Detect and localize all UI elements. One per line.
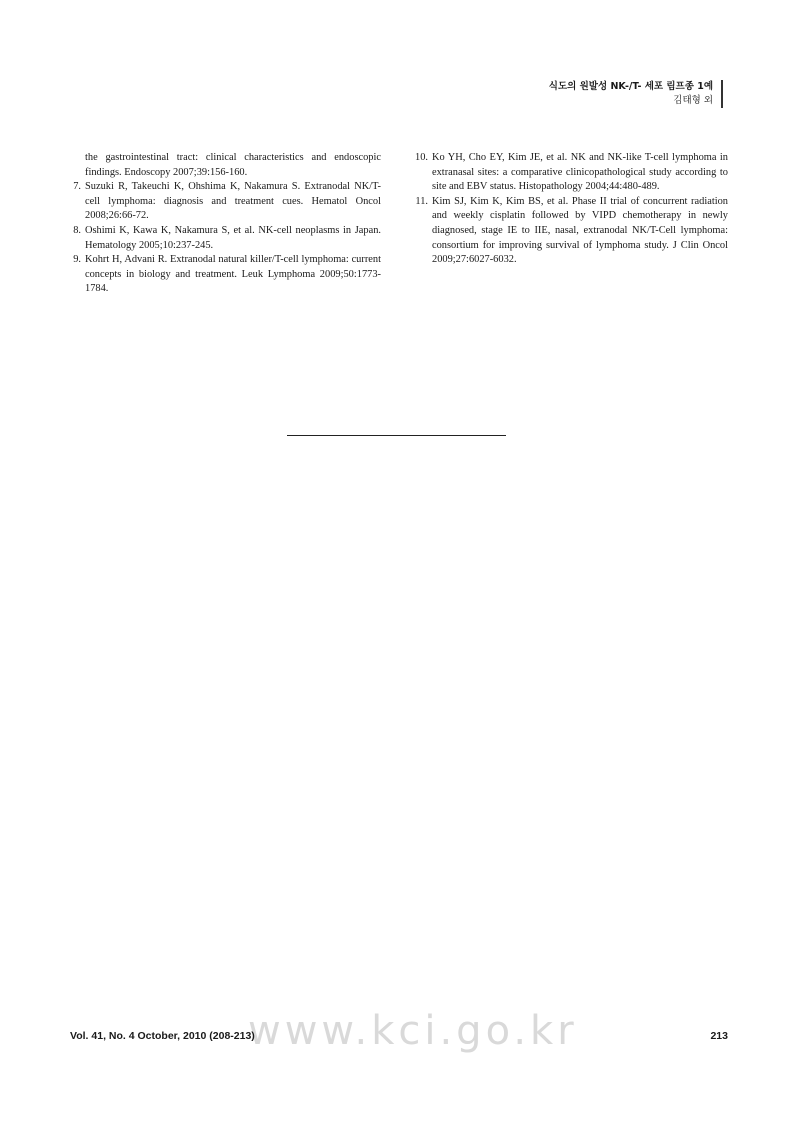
reference-text: Ko YH, Cho EY, Kim JE, et al. NK and NK-like T-cell lymphoma in extranasal sites: a comparative clinicopathological study according to site and EBV status. Histopathology 2004;44:480-489. — [432, 152, 728, 193]
reference-text: Oshimi K, Kawa K, Nakamura S, et al. NK-cell neoplasms in Japan. Hematology 2005;10:237-245. — [85, 224, 381, 251]
footer-journal-info: Vol. 41, No. 4 October, 2010 (208-213) — [70, 1030, 255, 1042]
running-header-title: 식도의 원발성 NK-/T- 세포 림프종 1예 — [548, 81, 713, 92]
reference-item — [85, 151, 381, 180]
reference-text: the gastrointestinal tract: clinical characteristics and endoscopic findings. Endoscopy 2007;39:156-160. — [85, 152, 381, 178]
reference-number: 9. — [73, 254, 81, 266]
reference-item — [415, 151, 728, 195]
references-right-column — [415, 151, 728, 268]
reference-item — [73, 253, 381, 297]
reference-number: 11. — [415, 195, 428, 207]
reference-item — [73, 224, 381, 253]
reference-text: Kim SJ, Kim K, Kim BS, et al. Phase II trial of concurrent radiation and weekly cisplatin followed by VIPD chemotherapy in newly diagnosed, stage IE to IIE, nasal, extranodal NK/T-Cell lymphoma: consortium for improving survival of lymphoma study. J Clin Oncol 2009;27:6027-6032. — [432, 195, 728, 266]
section-divider — [287, 435, 506, 436]
reference-number: 7. — [73, 181, 81, 193]
reference-number: 10. — [415, 152, 428, 163]
reference-text: Suzuki R, Takeuchi K, Ohshima K, Nakamura S. Extranodal NK/T-cell lymphoma: diagnosis and treatment cues. Hematol Oncol 2008;26:66-72. — [85, 181, 381, 222]
reference-text: Kohrt H, Advani R. Extranodal natural killer/T-cell lymphoma: current concepts in biology and treatment. Leuk Lymphoma 2009;50:1773-1784. — [85, 254, 381, 295]
references-left-column — [73, 151, 381, 297]
running-header-authors: 김태형 외 — [673, 95, 713, 106]
reference-item — [415, 195, 728, 268]
reference-item — [73, 180, 381, 224]
page-number: 213 — [710, 1030, 728, 1042]
reference-number: 8. — [73, 224, 81, 236]
running-header — [549, 80, 723, 108]
watermark: www.kci.go.kr — [248, 1008, 578, 1054]
